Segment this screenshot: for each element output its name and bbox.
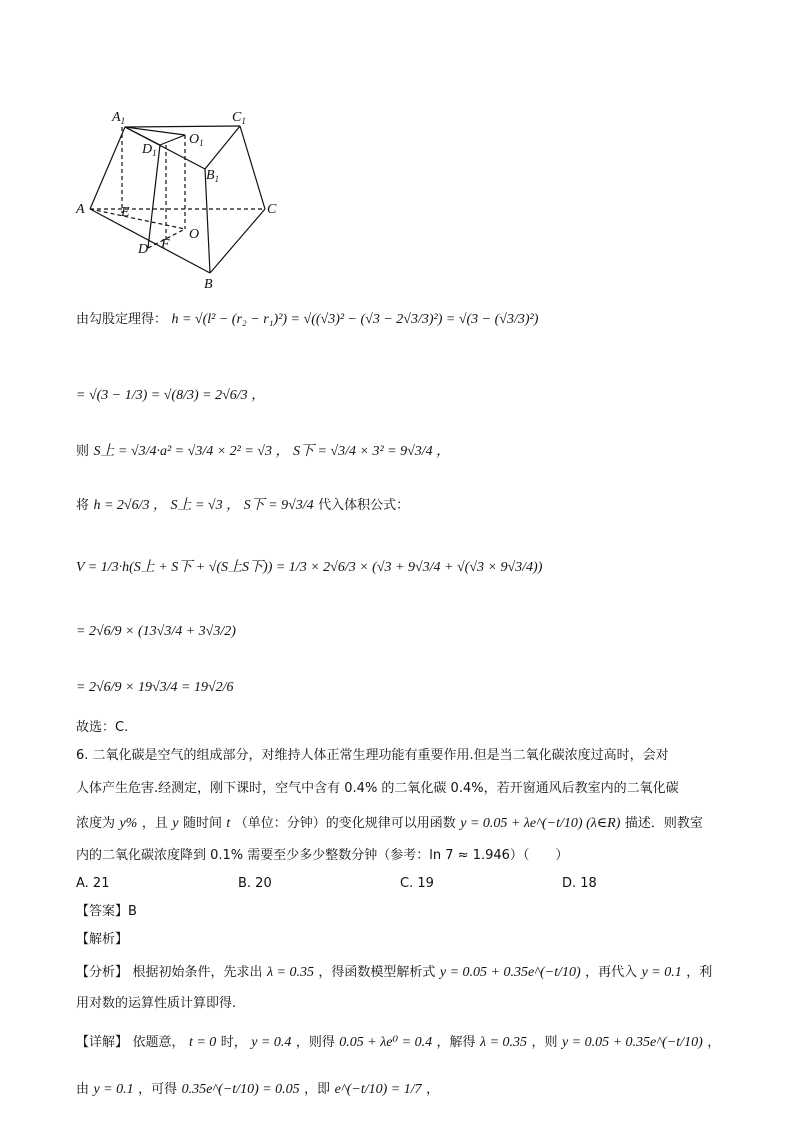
label-O1: $O_1$ [189,132,204,148]
question-function: y = 0.05 + λe^(−t/10) (λ∈R) [460,816,621,831]
substitute-suffix: 代入体积公式： [318,498,410,513]
option-c[interactable]: C. 19 [400,876,434,891]
question-p3b: y% [119,816,138,831]
question-p3 [76,816,703,831]
xiangjie-t8: ，可得 [138,1082,178,1097]
xiangjie-t1: 依题意， [132,1035,185,1050]
volume-step-line [76,624,236,639]
question-p4: 内的二氧化碳浓度降到 0.1% 需要至少多少整数分钟（参考：ln 7 ≈ 1.946）（ ） [76,848,569,863]
xiangjie-t4: ，解得 [436,1035,476,1050]
height-result-line [76,388,265,403]
area-prefix: 则 [76,444,90,459]
xiangjie-m4: λ = 0.35 [480,1035,528,1050]
label-E: E [121,205,130,220]
question-p3a: 浓度为 [76,816,116,831]
question-p2: 人体产生危害.经测定，刚下课时，空气中含有 0.4% 的二氧化碳 0.4%，若开窗通风后教室内的二氧化碳 [76,781,679,796]
fenxi-m1: λ = 0.35 [266,965,314,980]
fenxi-m3: y = 0.1 [641,965,682,980]
volume-formula: V = 1/3·h(S上 + S下 + √(S上S下)) = 1/3 × 2√6/3 × (√3 + 9√3/4 + √(√3 × 9√3/4)) [76,560,543,575]
pythagorean-prefix: 由勾股定理得： [76,312,168,327]
xiangjie-t3: ，则得 [295,1035,335,1050]
label-O: O [189,227,200,242]
height-result: = √(3 − 1/3) = √(8/3) = 2√6/3 ， [76,388,266,403]
area-formula: S上 = √3/4·a² = √3/4 × 2² = √3 ， S下 = √3/4 × 3² = 9√3/4 ， [93,444,451,459]
label-B: B [204,277,213,292]
label-A: A [76,202,85,217]
answer-line [76,905,137,918]
question-text-1: 二氧化碳是空气的组成部分，对维持人体正常生理功能有重要作用.但是当二氧化碳浓度过高时，会对 [92,748,669,763]
question-p3d: y [172,816,179,831]
option-d[interactable]: D. 18 [562,876,597,891]
fenxi-line-1 [76,965,712,980]
substitute-line [76,498,409,513]
substitute-prefix: 将 [76,498,90,513]
question-p3g: （单位：分钟）的变化规律可以用函数 [234,816,456,831]
volume-line [76,560,542,575]
volume-result-line [76,680,234,695]
answer-value: B [128,904,137,919]
question-p3e: 随时间 [182,816,222,831]
answer-options [76,876,716,892]
xiangjie-t6: ， [707,1035,721,1050]
xiangjie-m1: t = 0 [188,1035,217,1050]
xiangjie-line-2 [76,1082,439,1097]
fenxi-t1: 根据初始条件，先求出 [132,965,263,980]
fenxi-line-2: 用对数的运算性质计算即得. [76,996,237,1011]
question-p3i: 描述．则教室 [624,816,703,831]
label-F: F [161,237,170,252]
label-B1: $B_1$ [206,168,220,184]
analysis-label: 【解析】 [76,932,129,947]
choose-line: 故选：C. [76,720,129,735]
xiangjie-m8: e^(−t/10) = 1/7 [334,1082,422,1097]
label-D: D [138,242,149,257]
xiangjie-t2: 时， [220,1035,247,1050]
fenxi-t2: ，得函数模型解析式 [318,965,436,980]
substitute-values: h = 2√6/3 ， S上 = √3 ， S下 = 9√3/4 [93,498,314,513]
fenxi-label: 【分析】 [76,965,129,980]
label-A1: $A_1$ [112,110,126,126]
xiangjie-label: 【详解】 [76,1035,129,1050]
xiangjie-t5: ，则 [531,1035,558,1050]
xiangjie-t7: 由 [76,1082,90,1097]
fenxi-t3: ，再代入 [585,965,638,980]
xiangjie-m2: y = 0.4 [251,1035,292,1050]
xiangjie-m5: y = 0.05 + 0.35e^(−t/10) [561,1035,703,1050]
xiangjie-t10: ， [426,1082,440,1097]
label-C: C [267,202,277,217]
xiangjie-line-1 [76,1035,720,1050]
xiangjie-m7: 0.35e^(−t/10) = 0.05 [181,1082,300,1097]
volume-step: = 2√6/9 × (13√3/4 + 3√3/2) [76,624,236,639]
fenxi-t4: ，利 [686,965,713,980]
area-line [76,444,450,459]
option-b[interactable]: B. 20 [238,876,272,891]
question-p3f: t [226,816,231,831]
label-D1: $D_1$ [142,142,157,158]
pythagorean-formula: h = √(l² − (r₂ − r₁)²) = √((√3)² − (√3 − 2√3/3)²) = √(3 − (√3/3)²) [171,312,539,327]
frustum-figure [70,105,290,300]
answer-label: 【答案】 [76,904,129,919]
option-a[interactable]: A. 21 [76,876,110,891]
volume-result: = 2√6/9 × 19√3/4 = 19√2/6 [76,680,234,695]
question-p1 [76,749,669,762]
fenxi-m2: y = 0.05 + 0.35e^(−t/10) [439,965,581,980]
pythagorean-line [76,312,538,327]
xiangjie-m6: y = 0.1 [93,1082,134,1097]
question-p3c: ，且 [141,816,168,831]
question-number: 6. [76,748,89,763]
xiangjie-t9: ，即 [304,1082,331,1097]
xiangjie-m3: 0.05 + λe⁰ = 0.4 [339,1035,433,1050]
label-C1: $C_1$ [232,110,246,126]
